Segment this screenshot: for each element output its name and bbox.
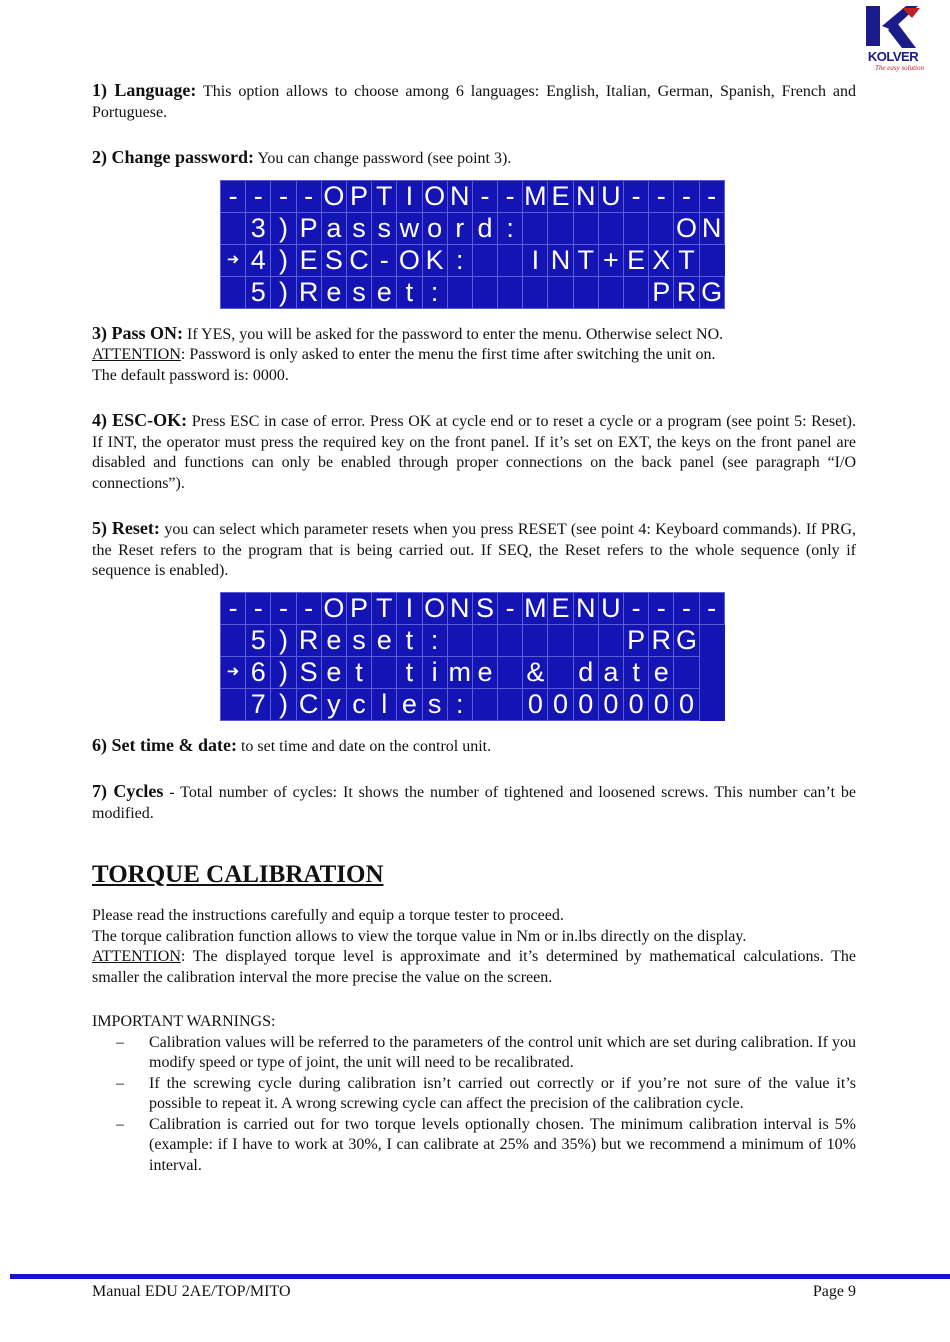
lcd-cell: C bbox=[296, 688, 321, 720]
set-time-paragraph bbox=[92, 735, 856, 758]
lcd-cell bbox=[523, 624, 548, 656]
esc-ok-paragraph bbox=[92, 410, 856, 494]
cycles-paragraph bbox=[92, 781, 856, 824]
lcd-cell: O bbox=[674, 212, 699, 244]
lcd-cell: I bbox=[397, 180, 422, 212]
lcd-cell: s bbox=[346, 624, 371, 656]
pass-on-paragraph bbox=[92, 323, 856, 346]
lcd-row bbox=[221, 592, 725, 624]
lcd-cell: - bbox=[296, 180, 321, 212]
lcd-cell: E bbox=[548, 180, 573, 212]
lcd-cell bbox=[649, 212, 674, 244]
lcd-cell: t bbox=[346, 656, 371, 688]
lcd-cell: K bbox=[422, 244, 447, 276]
language-title: 1) Language: bbox=[92, 80, 197, 100]
footer-page-number: Page 9 bbox=[812, 1283, 856, 1300]
lcd-cell: - bbox=[674, 180, 699, 212]
lcd-row bbox=[221, 244, 725, 276]
lcd-cell: P bbox=[346, 180, 371, 212]
cursor-arrow-icon: ➜ bbox=[221, 244, 246, 276]
lcd-cell: a bbox=[321, 212, 346, 244]
lcd-cell: - bbox=[246, 592, 271, 624]
lcd-cell: o bbox=[422, 212, 447, 244]
set-time-title: 6) Set time & date: bbox=[92, 734, 237, 755]
lcd-cell: w bbox=[397, 212, 422, 244]
torque-attention-label: ATTENTION bbox=[92, 948, 181, 965]
lcd-cell bbox=[498, 688, 523, 720]
lcd-cell: - bbox=[221, 592, 246, 624]
lcd-cell: T bbox=[372, 180, 397, 212]
lcd-cell: 0 bbox=[523, 688, 548, 720]
lcd-cell bbox=[472, 244, 497, 276]
lcd-cell: e bbox=[372, 276, 397, 308]
pass-on-text: If YES, you will be asked for the password to enter the menu. Otherwise select NO. bbox=[187, 325, 724, 343]
lcd-cell bbox=[624, 276, 649, 308]
cycles-title: 7) Cycles bbox=[92, 781, 164, 801]
lcd-cell: S bbox=[321, 244, 346, 276]
lcd-cell: ) bbox=[271, 688, 296, 720]
lcd-cell bbox=[598, 212, 623, 244]
lcd-cell bbox=[548, 624, 573, 656]
lcd-cell: a bbox=[598, 656, 623, 688]
lcd-cell: : bbox=[447, 688, 472, 720]
warning-item: – Calibration values will be referred to the parameters of the control unit which are set during calibration. If you modify speed or type of joint, the unit will need to be recalibrated. bbox=[116, 1033, 856, 1071]
lcd-cell bbox=[498, 276, 523, 308]
lcd-cell: t bbox=[397, 624, 422, 656]
reset-paragraph bbox=[92, 518, 856, 582]
page-content bbox=[92, 80, 856, 1176]
lcd-cell: y bbox=[321, 688, 346, 720]
lcd-cell: ) bbox=[271, 212, 296, 244]
lcd-cell: ) bbox=[271, 276, 296, 308]
lcd-cell: : bbox=[422, 276, 447, 308]
lcd-cell bbox=[221, 624, 246, 656]
reset-text: you can select which parameter resets when you press RESET (see point 4: Keyboard commands). If PRG, the Reset refers to the program that is being carried out. If SEQ, the Reset refers to the whole sequence (only if sequence is enabled). bbox=[92, 521, 857, 579]
lcd-cell: : bbox=[447, 244, 472, 276]
lcd-cell: t bbox=[397, 276, 422, 308]
pass-on-title: 3) Pass ON: bbox=[92, 322, 183, 343]
lcd-cell: 0 bbox=[649, 688, 674, 720]
lcd-cell: - bbox=[649, 180, 674, 212]
logo-tagline: The easy solution bbox=[875, 64, 924, 72]
reset-title: 5) Reset: bbox=[92, 518, 160, 538]
lcd-cell: T bbox=[372, 592, 397, 624]
lcd-cell: P bbox=[296, 212, 321, 244]
lcd-cell: T bbox=[573, 244, 598, 276]
language-text: This option allows to choose among 6 languages: English, Italian, German, Spanish, French and Portuguese. bbox=[92, 83, 856, 121]
lcd-cell: S bbox=[296, 656, 321, 688]
lcd-cell: d bbox=[472, 212, 497, 244]
lcd-cell: P bbox=[624, 624, 649, 656]
lcd-cell bbox=[624, 212, 649, 244]
lcd-cell: c bbox=[346, 688, 371, 720]
lcd-cell: ) bbox=[271, 244, 296, 276]
lcd-cell: e bbox=[321, 624, 346, 656]
set-time-text: to set time and date on the control unit. bbox=[240, 737, 492, 755]
lcd-cell: & bbox=[523, 656, 548, 688]
lcd-cell: - bbox=[271, 592, 296, 624]
lcd-cell bbox=[674, 656, 699, 688]
attention-text: : Password is only asked to enter the menu the first time after switching the unit on. bbox=[180, 346, 716, 363]
warning-item: – Calibration is carried out for two torque levels optionally chosen. The minimum calibration interval is 5% (example: if I have to work at 30%, I can calibrate at 25% and 35%) but we recommend a minimum of 10% interval. bbox=[116, 1115, 856, 1174]
torque-attention-text: : The displayed torque level is approximate and it’s determined by mathematical calculations. The smaller the calibration interval the more precise the value on the screen. bbox=[92, 948, 856, 986]
lcd-cell bbox=[573, 212, 598, 244]
lcd-cell bbox=[598, 276, 623, 308]
lcd-cell: - bbox=[699, 180, 724, 212]
lcd-cell: N bbox=[548, 244, 573, 276]
warning-item: – If the screwing cycle during calibration isn’t carried out correctly or if you’re not sure of the value it’s possible to repeat it. A wrong screwing cycle can affect the precision of the calibration cycle. bbox=[116, 1074, 856, 1112]
lcd-cell: E bbox=[296, 244, 321, 276]
torque-intro-2: The torque calibration function allows to view the torque value in Nm or in.lbs directly on the display. bbox=[92, 927, 747, 945]
lcd-cell: 5 bbox=[246, 276, 271, 308]
lcd-cell bbox=[472, 624, 497, 656]
lcd-cell: O bbox=[321, 180, 346, 212]
lcd-cell: - bbox=[246, 180, 271, 212]
lcd-cell: U bbox=[598, 180, 623, 212]
cycles-text: - Total number of cycles: It shows the number of tightened and loosened screws. This number can’t be modified. bbox=[92, 784, 857, 822]
lcd-cell: 4 bbox=[246, 244, 271, 276]
lcd-cell: - bbox=[498, 592, 523, 624]
lcd-cell: + bbox=[598, 244, 623, 276]
lcd-cell: I bbox=[397, 592, 422, 624]
lcd-cell: l bbox=[372, 688, 397, 720]
lcd-display-options-menu-2 bbox=[220, 592, 725, 721]
lcd-cell bbox=[447, 624, 472, 656]
lcd-cell: P bbox=[649, 276, 674, 308]
lcd-cell: e bbox=[321, 656, 346, 688]
lcd-cell bbox=[472, 688, 497, 720]
lcd-cell: G bbox=[674, 624, 699, 656]
lcd-row bbox=[221, 688, 725, 720]
lcd-cell: - bbox=[271, 180, 296, 212]
lcd-cell bbox=[548, 656, 573, 688]
lcd-cell: 0 bbox=[624, 688, 649, 720]
lcd-cell: s bbox=[422, 688, 447, 720]
lcd-cell bbox=[221, 212, 246, 244]
lcd-cell bbox=[221, 688, 246, 720]
lcd-cell: s bbox=[346, 212, 371, 244]
lcd-cell: - bbox=[649, 592, 674, 624]
lcd-cell: s bbox=[372, 212, 397, 244]
lcd-cell: N bbox=[573, 592, 598, 624]
lcd-cell: O bbox=[397, 244, 422, 276]
lcd-cell: 0 bbox=[548, 688, 573, 720]
esc-ok-text: Press ESC in case of error. Press OK at cycle end or to reset a cycle or a program (see point 5: Reset). If INT, the operator must press the required key on the front panel. If it’s set on EXT, the keys on the front panel are disabled and functions can only be enabled through proper connections on the back panel (see paragraph “I/O connections”). bbox=[92, 413, 857, 492]
lcd-cell: C bbox=[346, 244, 371, 276]
lcd-cell bbox=[523, 276, 548, 308]
lcd-display-options-menu bbox=[220, 180, 725, 309]
warnings-list bbox=[92, 1033, 856, 1177]
pass-on-attention bbox=[92, 345, 856, 366]
lcd-cell bbox=[472, 276, 497, 308]
lcd-cell: - bbox=[472, 180, 497, 212]
lcd-cell: - bbox=[624, 592, 649, 624]
lcd-cell: e bbox=[472, 656, 497, 688]
lcd-cell bbox=[372, 656, 397, 688]
lcd-cell: - bbox=[498, 180, 523, 212]
lcd-cell bbox=[573, 276, 598, 308]
lcd-cell: M bbox=[524, 592, 547, 623]
lcd-cell: ) bbox=[271, 624, 296, 656]
lcd-cell: 0 bbox=[573, 688, 598, 720]
lcd-cell bbox=[573, 624, 598, 656]
lcd-cell: ) bbox=[271, 656, 296, 688]
lcd-cell: s bbox=[346, 276, 371, 308]
esc-ok-title: 4) ESC-OK: bbox=[92, 410, 188, 430]
change-password-text: You can change password (see point 3). bbox=[257, 150, 512, 167]
change-password-paragraph bbox=[92, 147, 856, 170]
attention-label: ATTENTION bbox=[92, 346, 181, 363]
lcd-cell bbox=[447, 276, 472, 308]
footer-manual-title: Manual EDU 2AE/TOP/MITO bbox=[92, 1283, 291, 1300]
lcd-cell bbox=[548, 212, 573, 244]
lcd-cell: G bbox=[699, 276, 724, 308]
lcd-cell: - bbox=[296, 592, 321, 624]
change-password-title: 2) Change password: bbox=[92, 147, 255, 167]
lcd-row bbox=[221, 276, 725, 308]
lcd-cell bbox=[498, 244, 523, 276]
lcd-cell: O bbox=[422, 592, 447, 624]
lcd-cell: U bbox=[598, 592, 623, 624]
lcd-cell: E bbox=[548, 592, 573, 624]
lcd-cell: 3 bbox=[246, 212, 271, 244]
lcd-cell: r bbox=[447, 212, 472, 244]
lcd-cell: R bbox=[674, 276, 699, 308]
lcd-cell bbox=[548, 276, 573, 308]
lcd-row bbox=[221, 656, 725, 688]
lcd-cell: - bbox=[221, 180, 246, 212]
lcd-cell: R bbox=[649, 624, 674, 656]
lcd-cell bbox=[523, 212, 548, 244]
language-paragraph bbox=[92, 80, 856, 123]
lcd-cell bbox=[221, 276, 246, 308]
lcd-row bbox=[221, 212, 725, 244]
lcd-row bbox=[221, 180, 725, 212]
lcd-cell: O bbox=[422, 180, 447, 212]
lcd-cell: X bbox=[649, 244, 674, 276]
lcd-cell: 5 bbox=[246, 624, 271, 656]
lcd-cell: R bbox=[296, 624, 321, 656]
lcd-cell: e bbox=[649, 656, 674, 688]
default-password: The default password is: 0000. bbox=[92, 366, 289, 384]
lcd-cell: t bbox=[397, 656, 422, 688]
lcd-cell: N bbox=[447, 180, 472, 212]
lcd-row bbox=[221, 624, 725, 656]
lcd-cell: N bbox=[573, 180, 598, 212]
lcd-cell: e bbox=[321, 276, 346, 308]
logo-brand: KOLVER bbox=[867, 49, 919, 64]
lcd-cell: O bbox=[321, 592, 346, 624]
lcd-cell: N bbox=[447, 592, 472, 624]
torque-attention bbox=[92, 947, 856, 988]
kolver-k-mark-icon bbox=[862, 4, 924, 52]
torque-calibration-heading: TORQUE CALIBRATION bbox=[92, 861, 384, 888]
lcd-cell: - bbox=[372, 244, 397, 276]
lcd-cell: E bbox=[624, 244, 649, 276]
warnings-title: IMPORTANT WARNINGS: bbox=[92, 1013, 276, 1030]
lcd-cell: - bbox=[699, 592, 724, 624]
lcd-cell: 0 bbox=[674, 688, 699, 720]
torque-intro-1: Please read the instructions carefully and equip a torque tester to proceed. bbox=[92, 907, 564, 924]
lcd-cell: e bbox=[372, 624, 397, 656]
lcd-cell: - bbox=[624, 180, 649, 212]
lcd-cell: M bbox=[524, 180, 547, 211]
lcd-cell: e bbox=[397, 688, 422, 720]
lcd-cell: 6 bbox=[246, 656, 271, 688]
lcd-cell: : bbox=[498, 212, 523, 244]
lcd-cell: S bbox=[472, 592, 497, 624]
lcd-cell: t bbox=[624, 656, 649, 688]
lcd-cell: T bbox=[674, 244, 699, 276]
lcd-cell: d bbox=[573, 656, 598, 688]
lcd-cell: P bbox=[346, 592, 371, 624]
lcd-cell: : bbox=[422, 624, 447, 656]
lcd-cell: m bbox=[448, 656, 472, 687]
lcd-cell: 0 bbox=[598, 688, 623, 720]
lcd-cell: I bbox=[523, 244, 548, 276]
lcd-cell: i bbox=[422, 656, 447, 688]
lcd-cell: R bbox=[296, 276, 321, 308]
footer-rule bbox=[10, 1274, 950, 1279]
kolver-logo bbox=[862, 4, 924, 74]
lcd-cell: 7 bbox=[246, 688, 271, 720]
lcd-cell bbox=[598, 624, 623, 656]
cursor-arrow-icon: ➜ bbox=[221, 656, 246, 688]
lcd-cell: N bbox=[699, 212, 724, 244]
lcd-cell bbox=[498, 656, 523, 688]
lcd-cell: - bbox=[674, 592, 699, 624]
lcd-cell bbox=[498, 624, 523, 656]
